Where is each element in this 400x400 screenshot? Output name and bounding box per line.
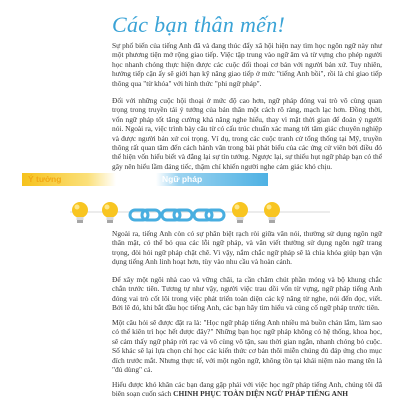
lightbulb-icon [230, 200, 250, 226]
book-intro-text: Hiểu được khó khăn các bạn đang gặp phải với việc học ngữ pháp tiếng Anh, chúng tôi đã biên soạn cuốn sách [112, 380, 382, 399]
paragraph-intro: Sự phổ biến của tiếng Anh đã và đang thúc đẩy xã hội hiện nay tìm học ngôn ngữ này như một phương tiện mở rộng giao tiếp. Việc tập trung vào ngữ âm và từ vựng cho phép người học nhanh chóng thực hiện được các cuộc đối thoại cơ bản với người bản xứ. Tuy nhiên, hướng tiếp cận ấy sẽ giới hạn kỹ năng giao tiếp ở mức "tiếng Anh bồi", rồi là chỉ giao tiếp thông qua "từ khóa" với hình thức "phi ngữ pháp". [112, 41, 382, 88]
chain-link-icon [160, 206, 194, 224]
lightbulb-icon [262, 200, 282, 226]
paragraph-foundation: Để xây một ngôi nhà cao và vững chãi, ta cần chăm chút phần móng và bộ khung chắc chắn trước tiên. Tương tự như vậy, người việc trau dồi vốn từ vựng, ngữ pháp tiếng Anh đóng vai trò cốt lõi trong việc phát triển toàn diện các kỹ năng từ nghe, nói đến đọc, viết. Bởi lẽ đó, khi bắt đầu học tiếng Anh, các bạn hãy tìm hiểu và củng cố ngữ pháp trước tiên. [112, 275, 382, 313]
paragraph-question: Một câu hỏi sẽ được đặt ra là: "Học ngữ pháp tiếng Anh nhiều mà buồn chán lắm, làm sao có thể kiên trì học hết được đây?" Những bạn học ngữ pháp không có hệ thống, khoa học, sẽ cảm thấy ngữ pháp rời rạc và vô cùng vô tận, sau thời gian ngắn, nhanh chóng bỏ cuộc. Số khác sẽ lại lựa chọn chỉ học các kiến thức cơ bản thôi miễn chúng đủ đáp ứng cho mục đích trước mắt. Nhưng thực tế, với một ngôn ngữ, không tồn tại khái niệm nào mang tên là "đủ dùng" cả. [112, 318, 382, 375]
lightbulb-icon [70, 200, 90, 226]
paragraph-book-intro [112, 380, 382, 399]
idea-label: Ý tưởng [28, 174, 62, 184]
page-title: Các bạn thân mến! [112, 12, 286, 37]
book-title: CHINH PHỤC TOÀN DIỆN NGỮ PHÁP TIẾNG ANH [173, 389, 349, 399]
chain-link-icon [192, 206, 226, 224]
chain-link-icon [128, 206, 162, 224]
paragraph-grammar-importance: Đối với những cuộc hội thoại ở mức độ cao hơn, ngữ pháp đóng vai trò vô cùng quan trọng trong truyền tải ý tưởng của bản thân một cách rõ ràng, mạch lạc hơn. Đồng thời, vốn ngữ pháp tốt tăng cường khả năng nghe hiểu, thay vì mặt thời gian để đoán ý người nói. Ngoài ra, việc trình bày câu từ có cấu trúc chuẩn xác mang tới tâm giác chuyên nghiệp và được người bản xứ coi trọng. Ví dụ, trong các cuộc tranh cử tổng thống tại Mỹ, truyền thông rất quan tâm đến cách hành văn trong bài phát biểu của các ứng cử viên bởi điều đó thể hiện vốn hiểu biết và đẳng lại sự tín tưởng. Ngược lại, sự thiếu hụt ngữ pháp bạn có thể gây nên hiểu lầm đáng tiếc, thậm chí khiến người nghe cảm giác khó chịu. [112, 96, 382, 171]
lightbulb-icon [100, 200, 120, 226]
grammar-label: Ngữ pháp [162, 174, 203, 184]
paragraph-spoken-vs-written: Ngoài ra, tiếng Anh còn có sự phân biệt rạch ròi giữa văn nói, thường sử dụng ngôn ngữ thân mật, có thể bỏ qua các lỗi ngữ pháp, và văn viết thường sử dụng ngôn ngữ trang trọng, đòi hỏi ngữ pháp chặt chẽ. Vì vậy, nắm chắc ngữ pháp sẽ là chìa khóa giúp bạn vận dụng tiếng Anh linh hoạt hơn, tùy vào nhu cầu và hoàn cảnh. [112, 229, 382, 267]
